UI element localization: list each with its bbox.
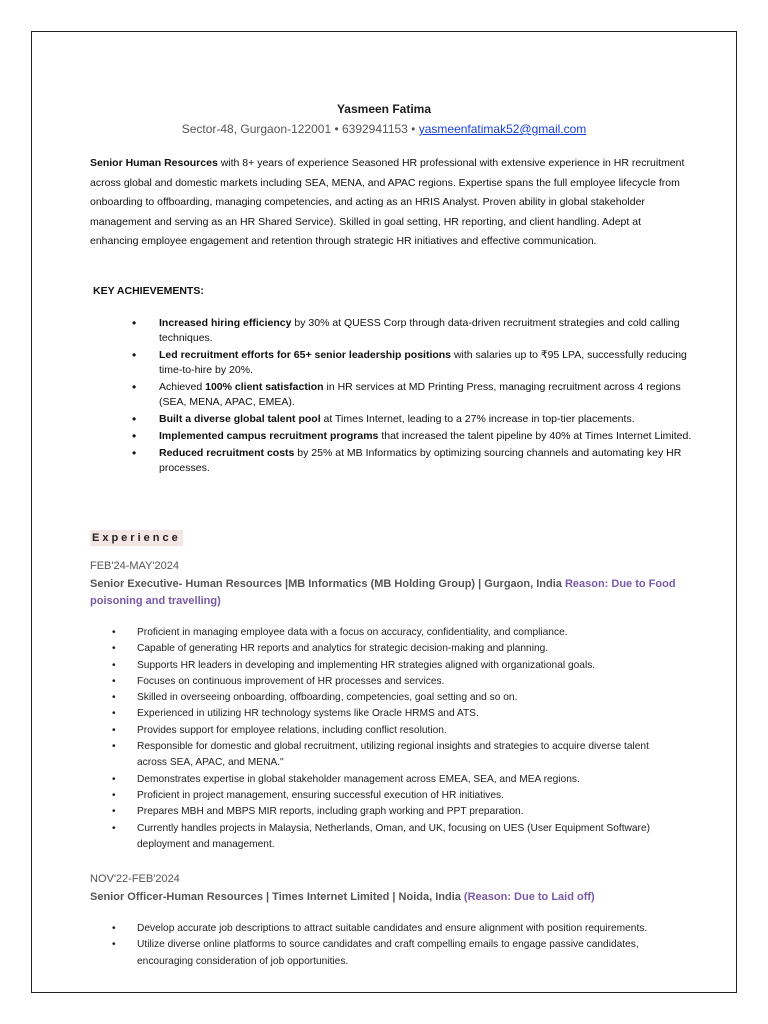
candidate-name: Yasmeen Fatima <box>336 102 432 116</box>
achievement-item: • Achieved 100% client satisfaction in HR services at MD Printing Press, managing recruitment across 4 regions (SEA, MENA, APAC, EMEA). <box>132 380 681 408</box>
duty-item: • Utilize diverse online platforms to source candidates and craft compelling emails to engage passive candidates, encouraging consideration of job opportunities. <box>112 939 639 967</box>
job-duties-list <box>112 921 672 970</box>
achievement-item: • Increased hiring efficiency by 30% at QUESS Corp through data-driven recruitment strategies and cold calling techniques. <box>132 316 680 344</box>
achievements-list <box>132 316 692 478</box>
duty-item: • Proficient in managing employee data with a focus on accuracy, confidentiality, and compliance. <box>112 625 672 641</box>
achievement-item: • Led recruitment efforts for 65+ senior leadership positions with salaries up to ₹95 LPA, successfully reducing time-to-hire by 20%. <box>132 348 687 376</box>
bullet-icon: • <box>132 380 137 394</box>
contact-address-phone: Sector-48, Gurgaon-122001 • 6392941153 • <box>181 122 419 136</box>
bullet-icon: • <box>112 822 116 834</box>
bullet-icon: • <box>132 348 137 362</box>
bullet-icon: • <box>112 724 116 736</box>
bullet-icon: • <box>112 708 116 720</box>
bullet-icon: • <box>112 741 116 753</box>
bullet-icon: • <box>112 659 116 671</box>
bullet-icon: • <box>132 316 137 330</box>
duty-item: • Demonstrates expertise in global stakeholder management across EMEA, SEA, and MEA regions. <box>112 772 672 788</box>
bullet-icon: • <box>132 412 137 426</box>
job-reason: (Reason: Due to Laid off) <box>463 891 595 903</box>
duty-item: • Focuses on continuous improvement of HR processes and services. <box>112 674 672 690</box>
contact-line <box>32 122 736 136</box>
bullet-icon: • <box>112 692 116 704</box>
duty-item: • Prepares MBH and MBPS MIR reports, including graph working and PPT preparation. <box>112 804 672 820</box>
duty-item: • Proficient in project management, ensuring successful execution of HR initiatives. <box>112 788 672 804</box>
resume-page <box>31 31 737 993</box>
bullet-icon: • <box>112 627 116 638</box>
duty-item: • Supports HR leaders in developing and implementing HR strategies aligned with organizational goals. <box>112 658 672 674</box>
summary-text: with 8+ years of experience Seasoned HR professional with extensive experience in HR recruitment across global and domestic markets including SEA, MENA, and APAC regions. Expertise spans the full employee lifecycle from onboarding to offboarding, managing competencies, and acting as an HRIS Analyst. Proven ability in global stakeholder management and serving as an HR Shared Service). Skilled in goal setting, HR reporting, and client handling. Adept at enhancing employee engagement and retention through strategic HR initiatives and effective communication. <box>90 157 685 247</box>
bullet-icon: • <box>132 429 137 443</box>
professional-summary <box>90 154 688 252</box>
job-title: Senior Officer-Human Resources | Times Internet Limited | Noida, India <box>90 891 464 903</box>
bullet-icon: • <box>112 806 116 818</box>
achievement-item: • Reduced recruitment costs by 25% at MB Informatics by optimizing sourcing channels and automating key HR processes. <box>132 446 682 474</box>
bullet-icon: • <box>112 923 116 934</box>
duty-item: • Provides support for employee relations, including conflict resolution. <box>112 723 672 739</box>
bullet-icon: • <box>112 789 116 801</box>
email-link[interactable]: yasmeenfatimak52@gmail.com <box>418 122 587 136</box>
duty-item: • Develop accurate job descriptions to attract suitable candidates and ensure alignment with position requirements. <box>112 921 672 937</box>
duty-item: • Experienced in utilizing HR technology systems like Oracle HRMS and ATS. <box>112 706 672 722</box>
job-title: Senior Executive- Human Resources |MB Informatics (MB Holding Group) | Gurgaon, India <box>90 578 565 590</box>
experience-heading: Experience <box>92 532 181 544</box>
job-date: FEB'24-MAY'2024 <box>90 560 179 572</box>
bullet-icon: • <box>132 446 137 460</box>
duty-item: • Currently handles projects in Malaysia, Netherlands, Oman, and UK, focusing on UES (User Equipment Software) deployment and management. <box>112 822 651 850</box>
bullet-icon: • <box>112 939 116 951</box>
summary-lead: Senior Human Resources <box>90 157 218 169</box>
bullet-icon: • <box>112 643 116 655</box>
job-reason: Reason: Due to Food poisoning and travelling) <box>90 578 676 607</box>
job-role <box>90 576 680 610</box>
achievement-item: • Implemented campus recruitment programs that increased the talent pipeline by 40% at Times Internet Limited. <box>132 429 692 443</box>
duty-item: • Capable of generating HR reports and analytics for strategic decision-making and planning. <box>112 641 672 657</box>
job-role <box>90 889 680 906</box>
duty-item: • Skilled in overseeing onboarding, offboarding, competencies, goal setting and so on. <box>112 690 672 706</box>
bullet-icon: • <box>112 773 116 785</box>
job-duties-list <box>112 625 672 853</box>
bullet-icon: • <box>112 675 116 687</box>
achievement-item: • Built a diverse global talent pool at Times Internet, leading to a 27% increase in top-tier placements. <box>132 412 635 426</box>
duty-item: • Responsible for domestic and global recruitment, utilizing regional insights and strategies to acquire diverse talent across SEA, APAC, and MENA." <box>112 741 649 769</box>
resume-header <box>32 102 736 136</box>
achievements-heading: KEY ACHIEVEMENTS: <box>93 285 204 297</box>
job-date: NOV'22-FEB'2024 <box>90 873 180 885</box>
